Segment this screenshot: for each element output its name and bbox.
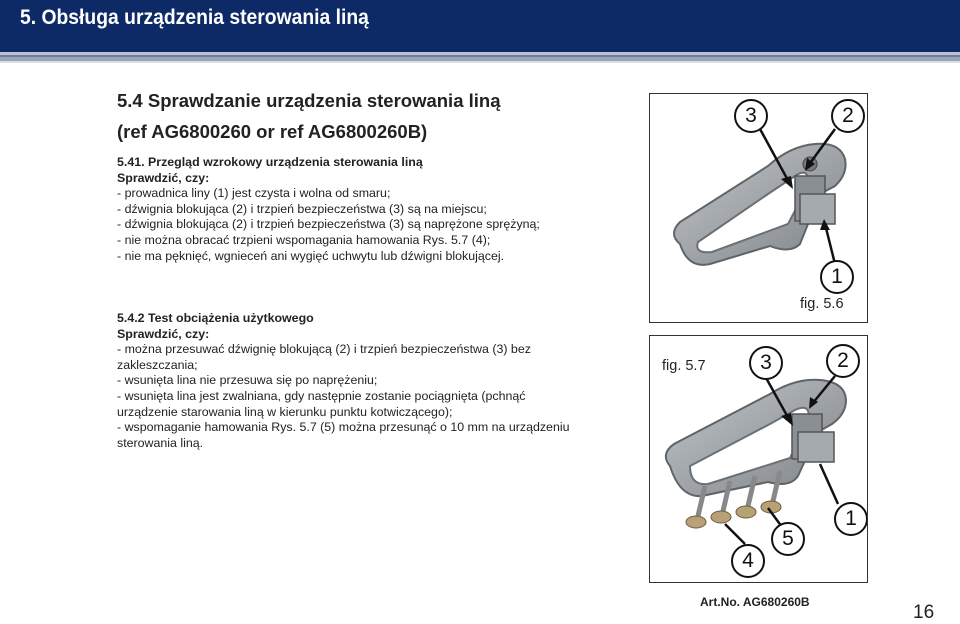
figure-caption: fig. 5.7 [662,358,706,374]
checklist-item: - nie można obracać trzpieni wspomagania hamowania Rys. 5.7 (4); [117,232,491,247]
subsection-heading: 5.41. Przegląd wzrokowy urządzenia sterowania liną [117,155,423,169]
callout-1: 1 [820,260,854,294]
section-subtitle: (ref AG6800260 or ref AG6800260B) [117,121,428,142]
load-test-section [117,311,569,451]
page-number: 16 [913,602,935,623]
callout-2: 2 [826,344,860,378]
check-label: Sprawdzić, czy: [117,170,210,185]
figure-5-6 [649,93,868,323]
callout-1: 1 [834,502,868,536]
header-stripe [0,61,960,63]
chapter-title: 5. Obsługa urządzenia sterowania liną [20,6,369,29]
text-line: sterowania liną. [117,435,204,450]
figure-5-7 [649,335,868,583]
check-label: Sprawdzić, czy: [117,326,210,341]
callout-2: 2 [831,99,865,133]
visual-inspection-section [117,155,540,264]
subsection-heading: 5.4.2 Test obciążenia użytkowego [117,311,314,325]
checklist-item: - dźwignia blokująca (2) i trzpień bezpieczeństwa (3) są naprężone sprężyną; [117,217,540,232]
text-line: - wsunięta lina jest zwalniana, gdy następnie zostanie pociągnięta (pchnąć [117,388,526,403]
text-line: - wsunięta lina nie przesuwa się po naprężeniu; [117,373,378,388]
callout-3: 3 [734,99,768,133]
page-header [0,0,960,52]
callout-5: 5 [771,522,805,556]
text-line: urządzenie starowania liną w kierunku punktu kotwiczącego); [117,404,453,419]
article-number: Art.No. AG680260B [700,595,810,609]
figure-caption: fig. 5.6 [800,296,844,312]
checklist-item: - dźwignia blokująca (2) i trzpień bezpieczeństwa (3) są na miejscu; [117,201,487,216]
checklist-item: - nie ma pęknięć, wgnieceń ani wygięć uchwytu lub dźwigni blokującej. [117,248,505,263]
text-line: - wspomaganie hamowania Rys. 5.7 (5) można przesunąć o 10 mm na urządzeniu [117,420,570,435]
section-title: 5.4 Sprawdzanie urządzenia sterowania liną [117,90,501,111]
text-line: zakleszczania; [117,357,198,372]
callout-4: 4 [731,544,765,578]
checklist-item: - prowadnica liny (1) jest czysta i wolna od smaru; [117,186,391,201]
text-line: - można przesuwać dźwignię blokującą (2) i trzpień bezpieczeństwa (3) bez [117,342,531,357]
callout-3: 3 [749,346,783,380]
